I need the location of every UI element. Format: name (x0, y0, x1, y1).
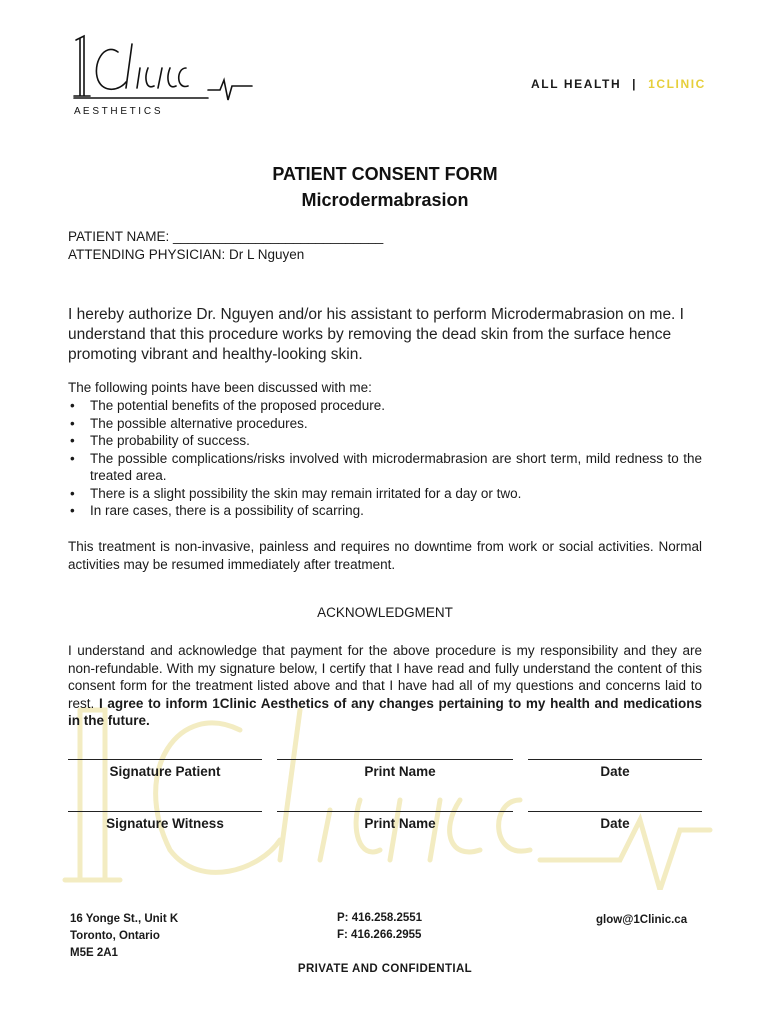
confidential-label: PRIVATE AND CONFIDENTIAL (297, 963, 473, 975)
tagline-separator: | (632, 77, 638, 91)
print-name-line-1[interactable] (277, 759, 513, 760)
address-line-1: 16 Yonge St., Unit K (70, 913, 179, 925)
footer-address (70, 911, 178, 962)
acknowledgment-bold-text: I agree to inform 1Clinic Aesthetics of any changes pertaining to my health and medications in the future. (68, 695, 702, 728)
acknowledgment-title: ACKNOWLEDGMENT (317, 605, 453, 620)
points-intro: The following points have been discussed with me: (68, 380, 372, 395)
treatment-note: This treatment is non-invasive, painless and requires no downtime from work or social activities. Normal activities may be resumed immediately after treatment. (68, 539, 702, 572)
tagline-1clinic: 1CLINIC (648, 77, 706, 91)
acknowledgment-text: I understand and acknowledge that payment for the above procedure is my responsibility and they are non-refundable. With my signature below, I certify that I have read and fully understand the content of this consent form for the treatment listed above and that I have had all of my questions and concerns laid to rest. (68, 643, 702, 711)
footer-fax: F: 416.266.2955 (337, 929, 422, 941)
signature-witness-line[interactable] (68, 811, 262, 812)
footer-contact (337, 910, 422, 944)
address-line-2: Toronto, Ontario (70, 930, 160, 942)
acknowledgment-paragraph (68, 642, 702, 730)
address-line-3: M5E 2A1 (70, 947, 118, 959)
header-tagline (531, 77, 706, 91)
date-line-1[interactable] (528, 759, 702, 760)
form-title: PATIENT CONSENT FORM (272, 164, 498, 184)
list-item: • The possible complications/risks involved with microdermabrasion are short term, mild redness to the treated area. (68, 450, 702, 485)
list-item: • The possible alternative procedures. (68, 415, 702, 433)
tagline-all-health: ALL HEALTH (531, 77, 622, 91)
logo-subtext: A E S T H E T I C S (74, 106, 161, 117)
date-label-1: Date (600, 764, 630, 779)
print-name-line-2[interactable] (277, 811, 513, 812)
footer-phone: P: 416.258.2551 (337, 912, 423, 924)
attending-physician: ATTENDING PHYSICIAN: Dr L Nguyen (68, 247, 305, 262)
form-subtitle: Microdermabrasion (301, 190, 469, 210)
authorization-paragraph: I hereby authorize Dr. Nguyen and/or his assistant to perform Microdermabrasion on me. I understand that this procedure works by removing the dead skin from the surface hence promoting vibrant and healthy-looking skin. (68, 306, 684, 363)
footer-email[interactable]: glow@1Clinic.ca (596, 914, 688, 926)
clinic-logo-icon (68, 34, 258, 118)
list-item: • The probability of success. (68, 432, 702, 450)
print-name-label-2: Print Name (364, 816, 436, 831)
signature-patient-line[interactable] (68, 759, 262, 760)
patient-name-field[interactable]: PATIENT NAME: ____________________________ (68, 229, 384, 244)
signature-witness-label: Signature Witness (106, 816, 224, 831)
list-item: • The potential benefits of the proposed procedure. (68, 397, 702, 415)
print-name-label-1: Print Name (364, 764, 436, 779)
date-label-2: Date (600, 816, 630, 831)
list-item: • There is a slight possibility the skin may remain irritated for a day or two. (68, 485, 702, 503)
list-item: • In rare cases, there is a possibility of scarring. (68, 502, 702, 520)
date-line-2[interactable] (528, 811, 702, 812)
discussed-points-list (68, 397, 702, 520)
signature-patient-label: Signature Patient (109, 764, 221, 779)
